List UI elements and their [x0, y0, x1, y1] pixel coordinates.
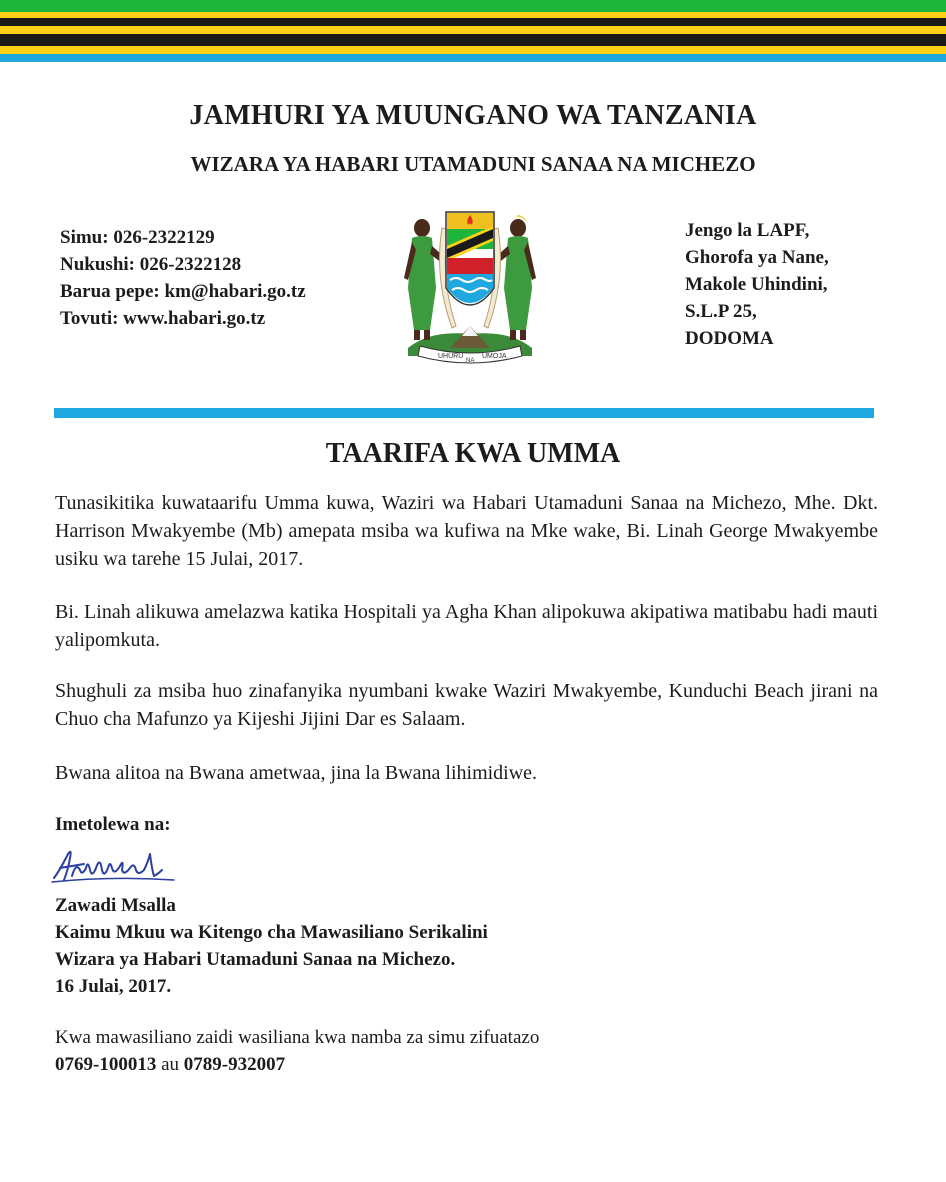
republic-title: JAMHURI YA MUUNGANO WA TANZANIA — [189, 100, 757, 131]
address-line: Jengo la LAPF, — [685, 220, 810, 241]
notice-paragraph: Shughuli za msiba huo zinafanyika nyumbani kwake Waziri Mwakyembe, Kunduchi Beach jirani na Chuo cha Mafunzo ya Kijeshi Jijini Dar es Salaam. — [55, 680, 878, 730]
black-stripe — [0, 18, 946, 26]
signer-name: Zawadi Msalla — [55, 895, 176, 916]
notice-paragraph: Bi. Linah alikuwa amelazwa katika Hospitali ya Agha Khan alipokuwa akipatiwa matibabu hadi mauti yalipomkuta. — [55, 601, 878, 651]
motto-mid: NA — [466, 358, 475, 364]
motto-left: UHURU — [438, 353, 464, 360]
green-stripe — [0, 0, 946, 12]
phone-connector: au — [161, 1054, 180, 1075]
divider-bar — [54, 408, 874, 418]
website-line: Tovuti: www.habari.go.tz — [60, 308, 266, 329]
ministry-title: WIZARA YA HABARI UTAMADUNI SANAA NA MICHEZO — [190, 152, 756, 176]
contact-block — [60, 224, 306, 332]
blue-stripe — [0, 54, 946, 62]
address-block — [685, 217, 829, 352]
address-line: S.L.P 25, — [685, 301, 757, 322]
issued-by-label: Imetolewa na: — [55, 814, 171, 835]
phone-number-2: 0789-932007 — [183, 1054, 286, 1075]
address-line: Ghorofa ya Nane, — [685, 247, 829, 268]
notice-paragraph: Bwana alitoa na Bwana ametwaa, jina la Bwana lihimidiwe. — [55, 762, 538, 784]
contact-note-text: Kwa mawasiliano zaidi wasiliana kwa namba za simu zifuatazo — [55, 1027, 540, 1048]
motto-right: UMOJA — [482, 353, 507, 360]
coat-of-arms-icon — [390, 198, 550, 370]
phone-number-1: 0769-100013 — [55, 1054, 157, 1075]
phone-line: Simu: 026-2322129 — [60, 227, 215, 248]
flag-stripes-header — [0, 0, 946, 62]
address-line: DODOMA — [685, 328, 774, 349]
notice-title: TAARIFA KWA UMMA — [325, 438, 621, 469]
yellow-stripe — [0, 26, 946, 34]
notice-paragraph: Tunasikitika kuwataarifu Umma kuwa, Waziri wa Habari Utamaduni Sanaa na Michezo, Mhe. Dkt. Harrison Mwakyembe (Mb) amepata msiba wa kufiwa na Mke wake, Bi. Linah George Mwakyembe usiku wa tarehe 15 Julai, 2017. — [55, 492, 878, 570]
contact-phones — [55, 1051, 539, 1078]
contact-note — [55, 1024, 539, 1078]
yellow-stripe — [0, 46, 946, 54]
signature-icon — [50, 840, 190, 888]
signer-position: Kaimu Mkuu wa Kitengo cha Mawasiliano Serikalini — [55, 922, 488, 943]
address-line: Makole Uhindini, — [685, 274, 828, 295]
fax-line: Nukushi: 026-2322128 — [60, 254, 242, 275]
email-line: Barua pepe: km@habari.go.tz — [60, 281, 306, 302]
issue-date: 16 Julai, 2017. — [55, 976, 172, 997]
signer-block — [55, 892, 488, 1000]
signer-ministry: Wizara ya Habari Utamaduni Sanaa na Michezo. — [55, 949, 456, 970]
black-stripe — [0, 34, 946, 46]
